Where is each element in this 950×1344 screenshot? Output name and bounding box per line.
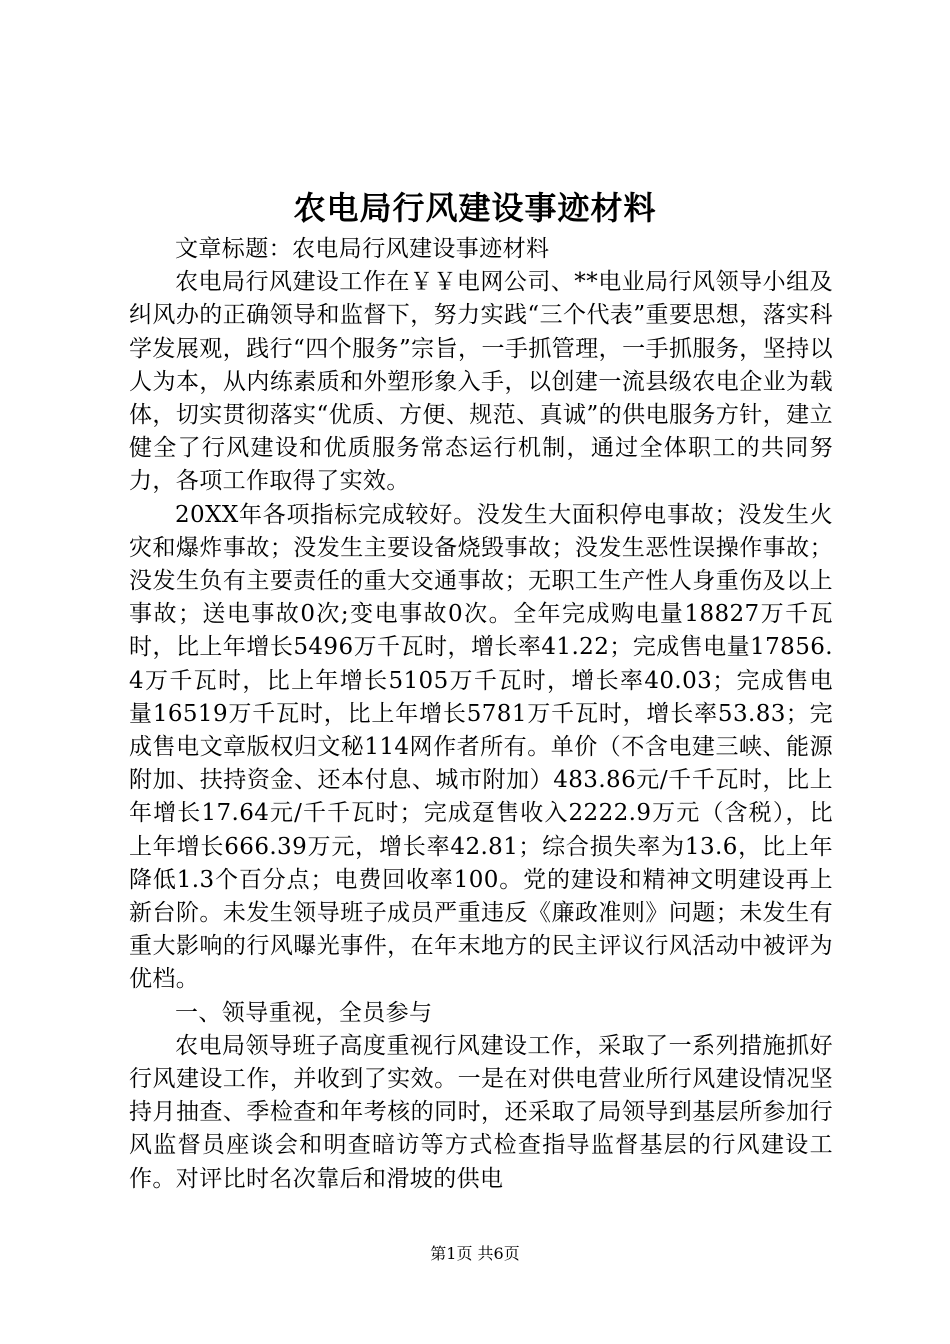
page-footer: 第1页 共6页 (430, 1244, 520, 1263)
document-title: 农电局行风建设事迹材料 (293, 189, 657, 227)
article-title-line: 文章标题：农电局行风建设事迹材料 (175, 236, 550, 262)
section-heading: 一、领导重视，全员参与 (175, 999, 433, 1026)
document-body (129, 233, 833, 1196)
intro-paragraph: 农电局行风建设工作在￥￥电网公司、**电业局行风领导小组及纠风办的正确领导和监督下，努力实践“三个代表”重要思想，落实科学发展观，践行“四个服务”宗旨，一手抓管理，一手抓服务，坚持以人为本，从内练素质和外塑形象入手，以创建一流县级农电企业为载体，切实贯彻落实“优质、方便、规范、真诚”的供电服务方针，建立健全了行风建设和优质服务常态运行机制，通过全体职工的共同努力，各项工作取得了实效。 (129, 269, 833, 495)
indicators-paragraph: 20XX年各项指标完成较好。没发生大面积停电事故；没发生火灾和爆炸事故；没发生主要设备烧毁事故；没发生恶性误操作事故；没发生负有主要责任的重大交通事故；无职工生产性人身重伤及以上事故；送电事故0次;变电事故0次。全年完成购电量18827万千瓦时，比上年增长5496万千瓦时，增长率41.22；完成售电量17856.4万千瓦时，比上年增长5105万千瓦时，增长率40.03；完成售电量16519万千瓦时，比上年增长5781万千瓦时，增长率53.83；完成售电文章版权归文秘114网作者所有。单价（不含电建三峡、能源附加、扶持资金、还本付息、城市附加）483.86元/千千瓦时，比上年增长17.64元/千千瓦时；完成趸售收入2222.9万元（含税），比上年增长666.39万元，增长率42.81；综合损失率为13.6，比上年降低1.3个百分点；电费回收率100。党的建设和精神文明建设再上新台阶。未发生领导班子成员严重违反《廉政准则》问题；未发生有重大影响的行风曝光事件，在年末地方的民主评议行风活动中被评为优档。 (129, 501, 833, 993)
section-paragraph: 农电局领导班子高度重视行风建设工作，采取了一系列措施抓好行风建设工作，并收到了实效。一是在对供电营业所行风建设情况坚持月抽查、季检查和年考核的同时，还采取了局领导到基层所参加行风监督员座谈会和明查暗访等方式检查指导监督基层的行风建设工作。对评比时名次靠后和滑坡的供电 (129, 1032, 833, 1192)
